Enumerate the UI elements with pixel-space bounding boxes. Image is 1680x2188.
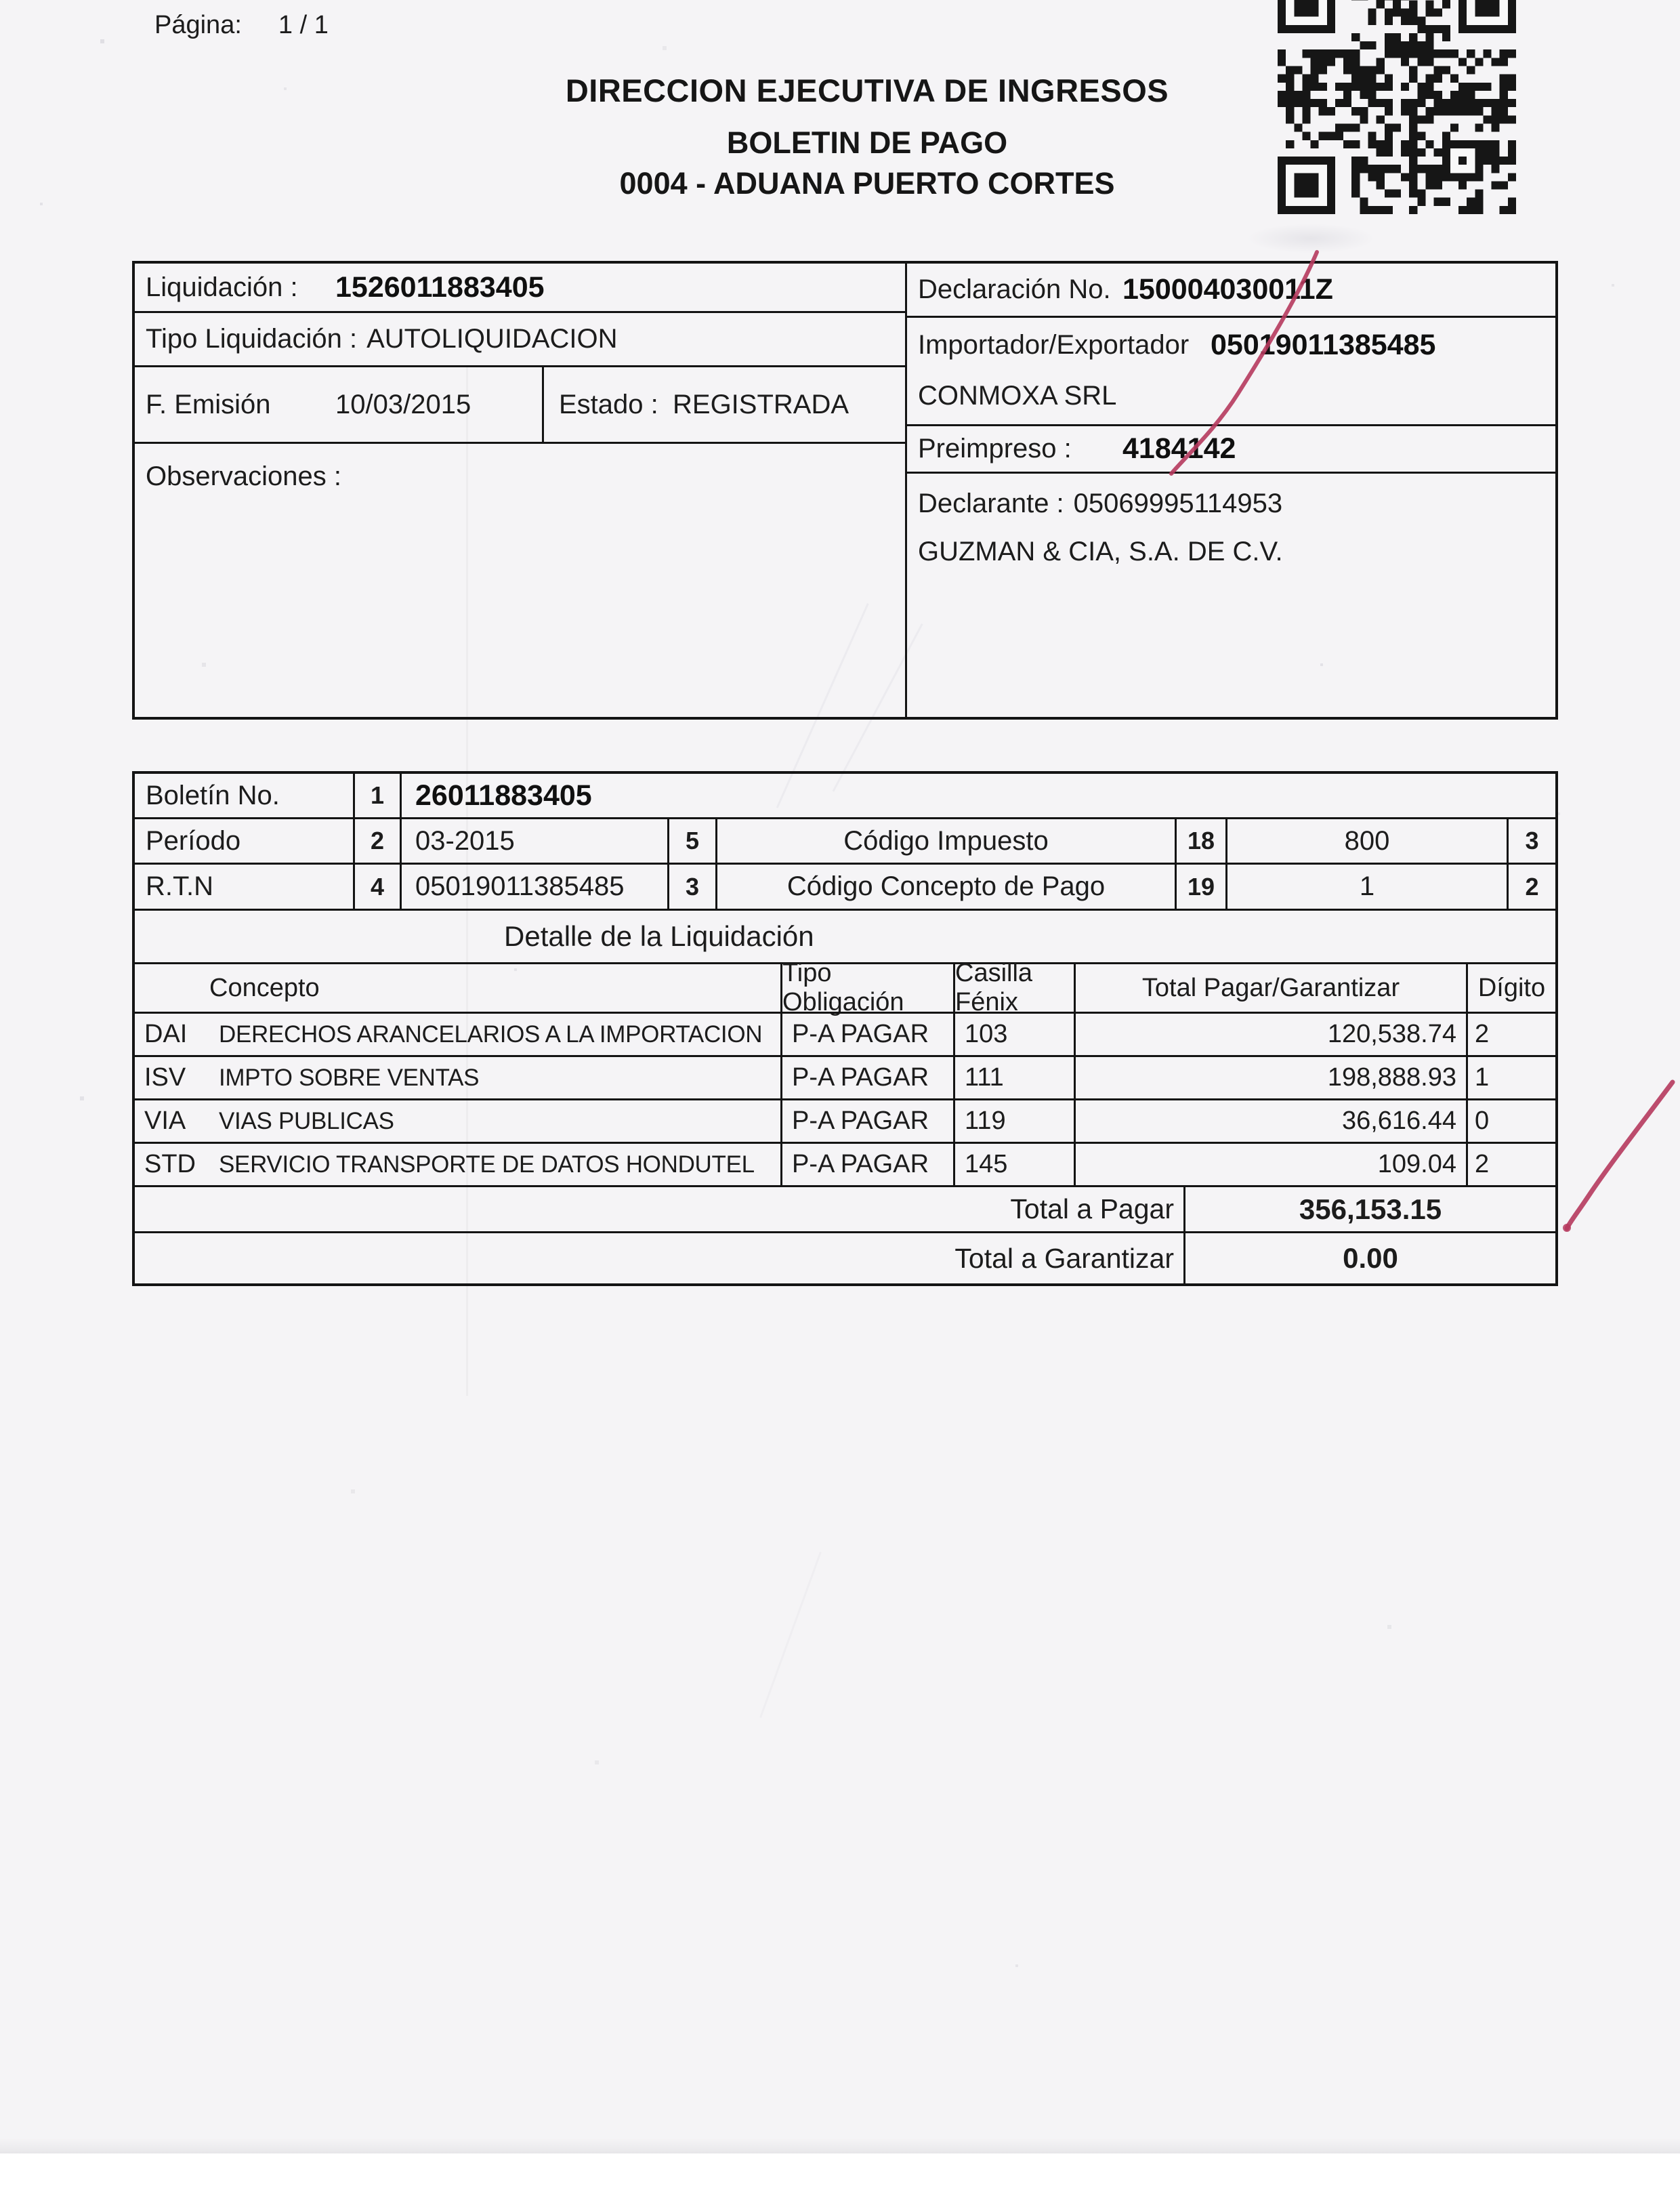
concepto-code: STD [144,1150,196,1178]
declaracion-label: Declaración No. [918,274,1111,304]
total-garantizar-value: 0.00 [1183,1233,1555,1283]
boletin-no-row [135,774,1555,817]
codigo-concepto-fieldnum: 19 [1175,865,1227,909]
page-number-label: Página: [154,11,242,39]
red-pen-stroke-totals [1567,1082,1673,1229]
header-tipo-obligacion: Tipo Obligación [780,964,953,1012]
codigo-concepto-digit: 2 [1507,865,1555,909]
tipo-obligacion-cell: P-A PAGAR [780,1100,953,1142]
periodo-row [135,817,1555,863]
observaciones-row [135,442,905,717]
digito-cell: 1 [1466,1057,1555,1098]
importador-value: 05019011385485 [1211,329,1436,361]
emision-estado-row [135,365,905,442]
liquidacion-value: 1526011883405 [335,270,545,304]
detalle-header-row [135,959,1555,1016]
rtn-fieldnum: 4 [353,865,402,909]
digito-cell: 0 [1466,1100,1555,1142]
declaracion-value: 150004030011Z [1122,273,1333,306]
total-pagar-row [135,1185,1555,1231]
codigo-impuesto-fieldnum: 18 [1175,819,1227,863]
codigo-concepto-label: Código Concepto de Pago [786,871,1106,901]
preimpreso-value: 4184142 [1122,432,1236,465]
estado-cell [542,367,905,442]
codigo-impuesto-label: Código Impuesto [843,825,1049,856]
detalle-row-dai [135,1012,1555,1055]
preimpreso-row [907,424,1555,472]
boletin-no-label: Boletín No. [146,780,280,810]
rtn-fieldnum2: 3 [667,865,717,909]
observaciones-label: Observaciones : [146,461,342,491]
concepto-code: ISV [144,1063,186,1092]
total-cell: 36,616.44 [1074,1100,1466,1142]
total-cell: 198,888.93 [1074,1057,1466,1098]
f-emision-cell [135,367,542,442]
importador-label: Importador/Exportador [918,330,1190,360]
total-pagar-label: Total a Pagar [1010,1193,1174,1224]
tipo-liquidacion-row [135,311,905,365]
page-number-value: 1 / 1 [278,11,329,39]
detalle-title-band [135,909,1555,962]
scan-specks [0,0,1,1]
periodo-fieldnum: 2 [353,819,402,863]
liquidacion-label: Liquidación : [146,272,298,302]
qr-code [1278,0,1516,214]
detalle-row-via [135,1098,1555,1142]
casilla-fenix-cell: 103 [953,1014,1074,1055]
concepto-cell [135,1014,780,1055]
estado-label: Estado : [559,389,658,419]
red-pen-blob [1563,1224,1571,1232]
detalle-title: Detalle de la Liquidación [504,920,814,952]
f-emision-value: 10/03/2015 [335,389,471,419]
info-table-right-column [907,264,1555,717]
tipo-liquidacion-label: Tipo Liquidación : [146,324,358,354]
concepto-desc: DERECHOS ARANCELARIOS A LA IMPORTACION [219,1020,763,1048]
declarante-label: Declarante : [918,489,1064,518]
document-subtitle: BOLETIN DE PAGO [726,125,1008,160]
total-pagar-value: 356,153.15 [1183,1187,1555,1231]
header-digito: Dígito [1466,964,1555,1012]
concepto-code: DAI [144,1020,188,1048]
tipo-obligacion-cell: P-A PAGAR [780,1144,953,1185]
total-garantizar-label: Total a Garantizar [954,1242,1174,1274]
header-concepto: Concepto [209,973,320,1002]
liquidacion-row [135,264,905,311]
preimpreso-label: Preimpreso : [918,434,1072,463]
boletin-detalle-table [132,771,1558,1286]
tipo-liquidacion-value: AUTOLIQUIDACION [366,324,618,354]
detalle-row-std [135,1142,1555,1185]
declaracion-row [907,264,1555,316]
total-garantizar-row [135,1231,1555,1283]
rtn-label: R.T.N [146,871,213,901]
codigo-impuesto-digit: 3 [1507,819,1555,863]
digito-cell: 2 [1466,1014,1555,1055]
info-table-left-column [135,264,907,717]
importador-line [918,329,1435,362]
boletin-no-value: 26011883405 [415,779,592,812]
declarante-row [907,472,1555,717]
casilla-fenix-cell: 119 [953,1100,1074,1142]
scan-bed-strip [0,2153,1680,2188]
declarante-line [918,489,1282,519]
concepto-cell [135,1100,780,1142]
concepto-code: VIA [144,1107,186,1135]
total-cell: 120,538.74 [1074,1014,1466,1055]
document-title: DIRECCION EJECUTIVA DE INGRESOS [565,73,1169,108]
detalle-row-isv [135,1055,1555,1098]
paper-crease [1246,224,1375,253]
casilla-fenix-cell: 111 [953,1057,1074,1098]
concepto-cell [135,1057,780,1098]
scanner-streak [759,1552,822,1718]
codigo-concepto-value: 1 [1359,871,1375,901]
periodo-value: 03-2015 [415,825,515,856]
tipo-obligacion-cell: P-A PAGAR [780,1014,953,1055]
declarante-nombre: GUZMAN & CIA, S.A. DE C.V. [918,537,1283,566]
periodo-label: Período [146,825,241,856]
rtn-row [135,863,1555,909]
f-emision-label: F. Emisión [146,389,271,419]
rtn-value: 05019011385485 [415,871,625,901]
concepto-desc: IMPTO SOBRE VENTAS [219,1064,480,1091]
tipo-obligacion-cell: P-A PAGAR [780,1057,953,1098]
digito-cell: 2 [1466,1144,1555,1185]
importador-nombre: CONMOXA SRL [918,381,1117,411]
declarante-nombre-line [918,537,1283,567]
concepto-desc: VIAS PUBLICAS [219,1107,394,1134]
estado-value: REGISTRADA [673,389,849,419]
importador-nombre-line [918,381,1116,411]
header-casilla-fenix: Casilla Fénix [953,964,1074,1012]
periodo-fieldnum2: 5 [667,819,717,863]
boletin-no-fieldnum: 1 [353,774,402,817]
declarante-value: 05069995114953 [1073,489,1283,518]
concepto-cell [135,1144,780,1185]
page-number [154,11,329,40]
total-cell: 109.04 [1074,1144,1466,1185]
header-total-pagar-garantizar: Total Pagar/Garantizar [1074,964,1466,1012]
importador-row [907,316,1555,424]
concepto-desc: SERVICIO TRANSPORTE DE DATOS HONDUTEL [219,1151,755,1178]
codigo-impuesto-value: 800 [1344,825,1390,856]
liquidacion-info-table [132,261,1558,720]
casilla-fenix-cell: 145 [953,1144,1074,1185]
aduana-title: 0004 - ADUANA PUERTO CORTES [619,166,1115,201]
